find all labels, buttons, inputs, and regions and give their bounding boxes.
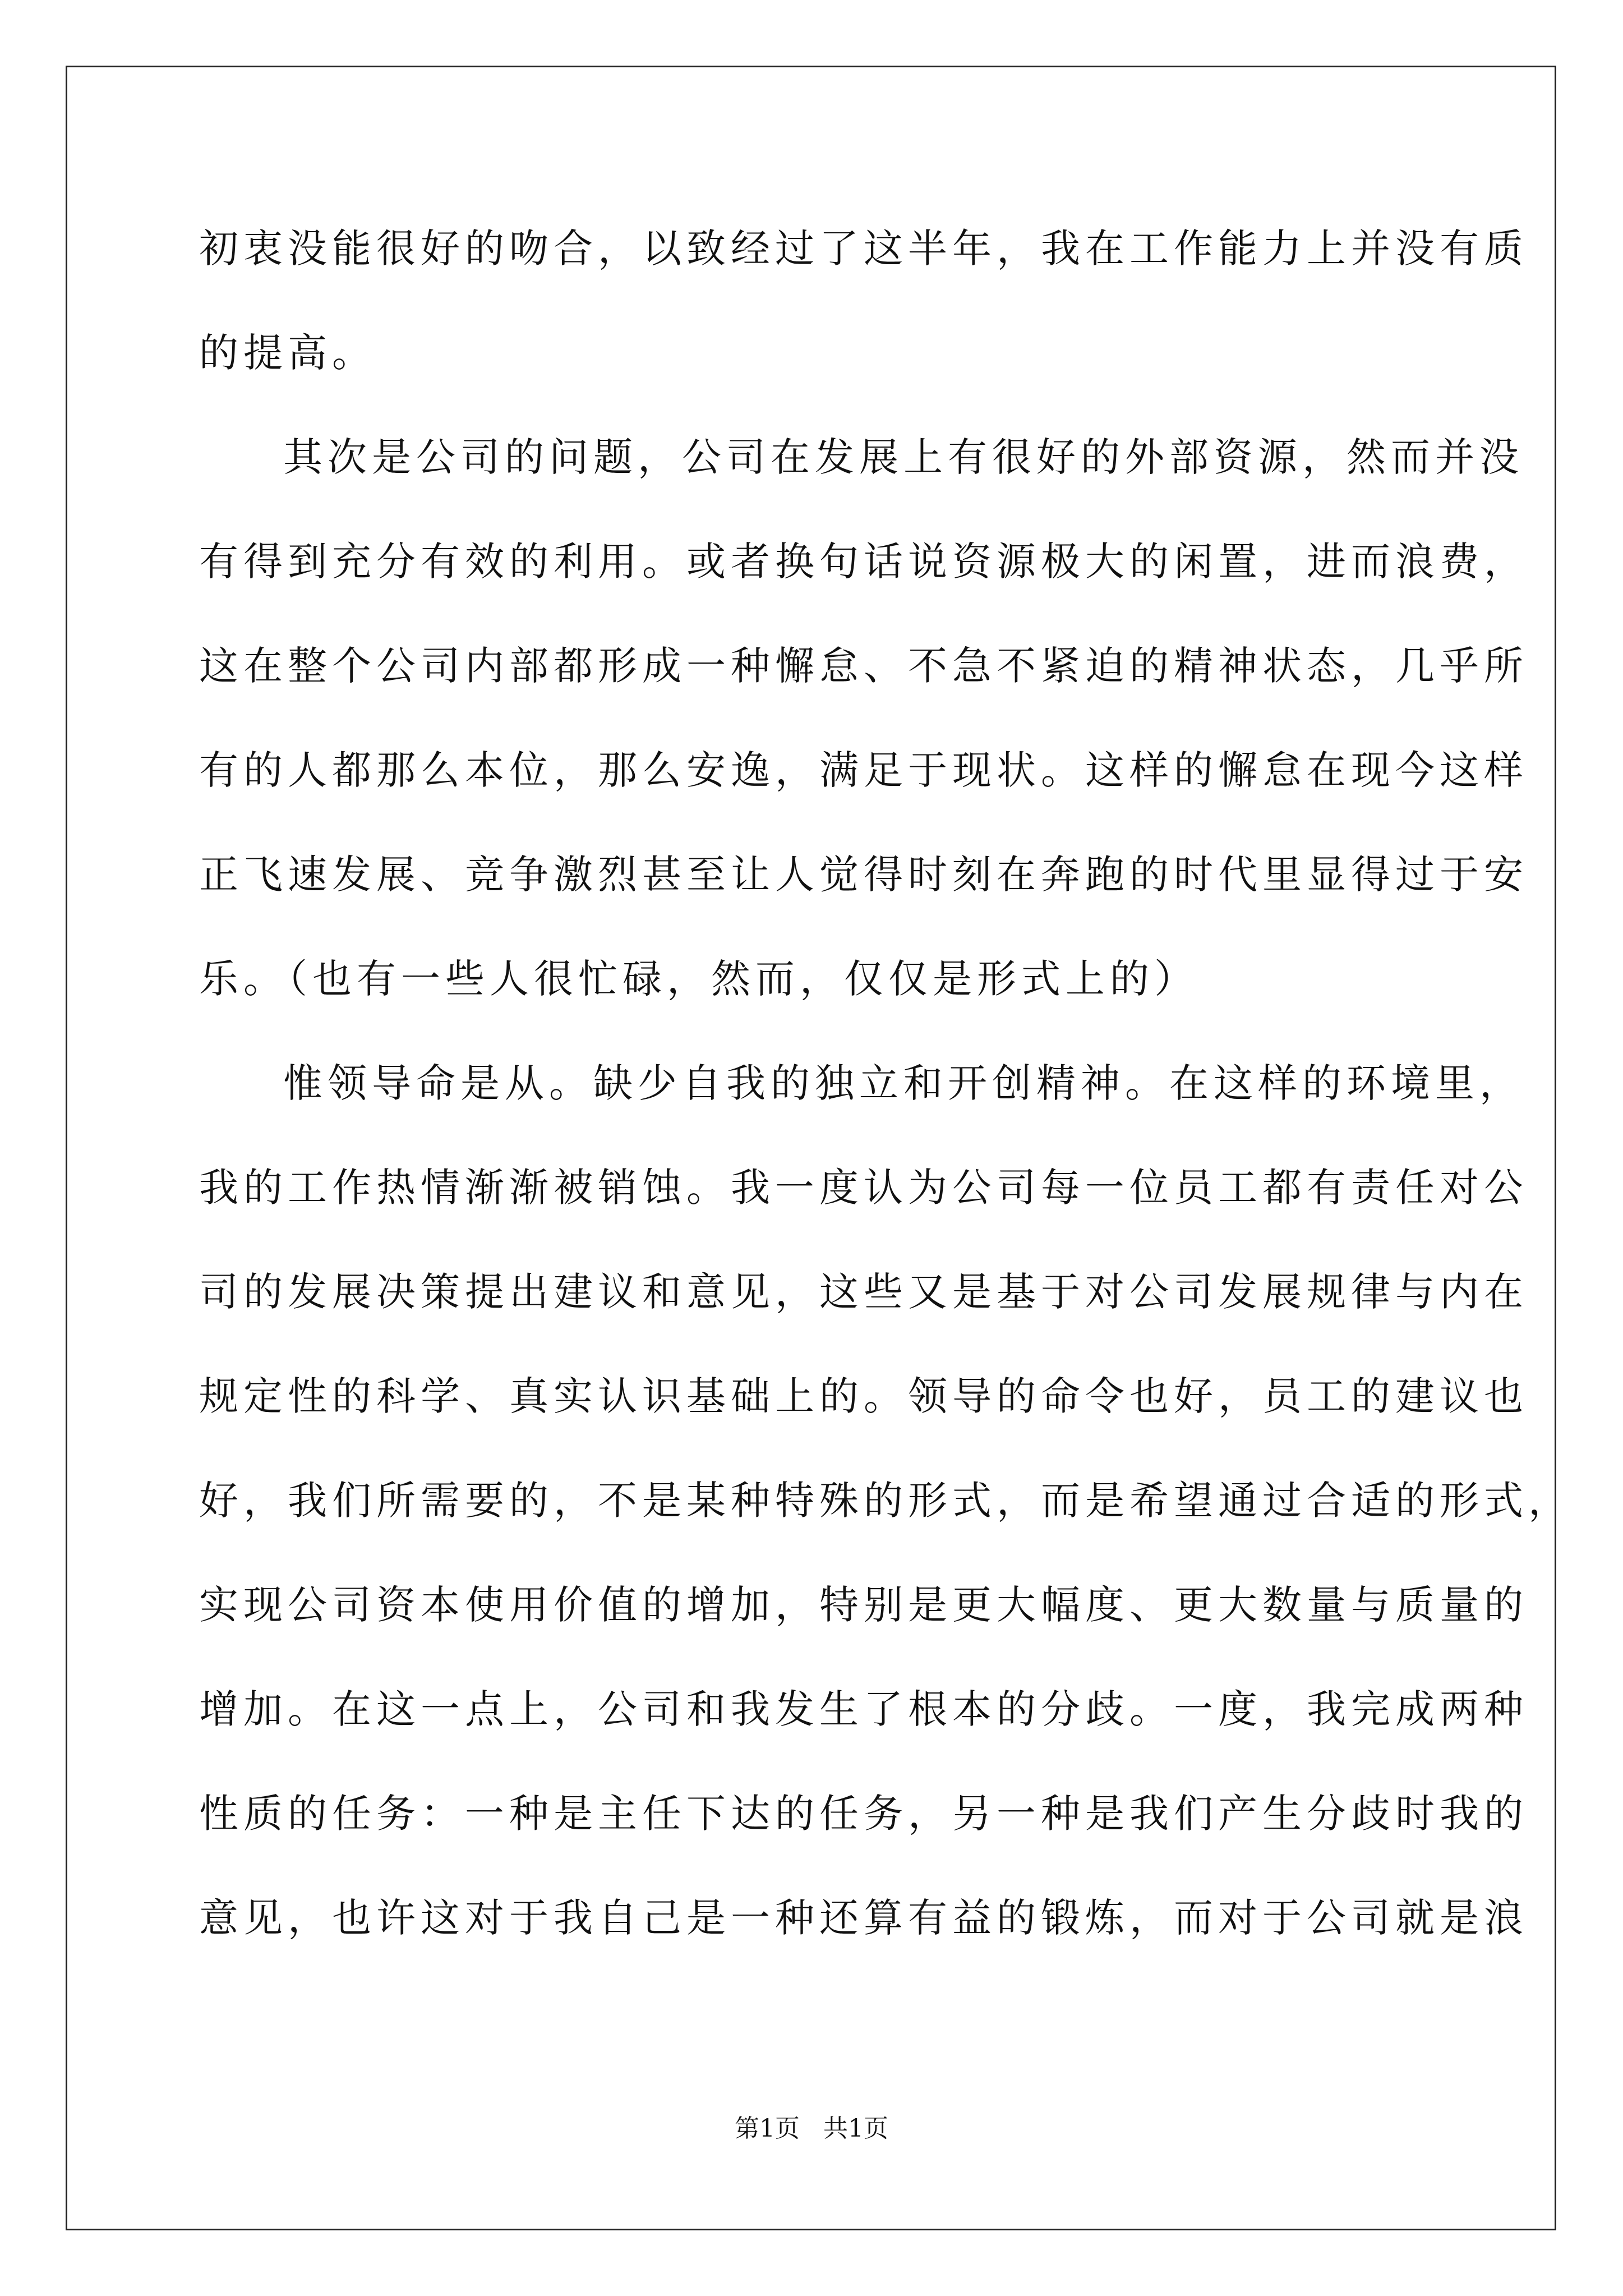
page-number-total: 共1页 xyxy=(823,2114,888,2143)
text-line: 实现公司资本使用价值的增加，特别是更大幅度、更大数量与质量的 xyxy=(199,1582,1528,1628)
text-line: 这在整个公司内部都形成一种懈怠、不急不紧迫的精神状态，几乎所 xyxy=(199,643,1528,689)
text-line: 正飞速发展、竞争激烈甚至让人觉得时刻在奔跑的时代里显得过于安 xyxy=(199,852,1528,898)
text-line: 性质的任务：一种是主任下达的任务，另一种是我们产生分歧时我的 xyxy=(199,1791,1528,1837)
text-line: 初衷没能很好的吻合，以致经过了这半年，我在工作能力上并没有质 xyxy=(199,226,1528,272)
text-line: 司的发展决策提出建议和意见，这些又是基于对公司发展规律与内在 xyxy=(199,1269,1528,1315)
text-line: 有的人都那么本位，那么安逸，满足于现状。这样的懈怠在现今这样 xyxy=(199,747,1528,793)
text-line: 规定性的科学、真实认识基础上的。领导的命令也好，员工的建议也 xyxy=(199,1373,1528,1419)
text-line: 意见，也许这对于我自己是一种还算有益的锻炼，而对于公司就是浪 xyxy=(199,1895,1528,1941)
document-body xyxy=(199,196,1573,1970)
paragraph-start-line: 惟领导命是从。缺少自我的独立和开创精神。在这样的环境里， xyxy=(283,1060,1524,1106)
text-line: 增加。在这一点上，公司和我发生了根本的分歧。一度，我完成两种 xyxy=(199,1686,1528,1732)
page-number-current: 第1页 xyxy=(735,2114,800,2143)
paragraph-start-line: 其次是公司的问题，公司在发展上有很好的外部资源，然而并没 xyxy=(283,434,1524,480)
text-line: 乐。（也有一些人很忙碌，然而，仅仅是形式上的） xyxy=(199,956,1198,1002)
text-line: 有得到充分有效的利用。或者换句话说资源极大的闲置，进而浪费， xyxy=(199,539,1528,585)
page-footer xyxy=(0,2112,1623,2146)
text-line: 我的工作热情渐渐被销蚀。我一度认为公司每一位员工都有责任对公 xyxy=(199,1165,1528,1211)
text-line: 的提高。 xyxy=(199,330,376,376)
text-line: 好，我们所需要的，不是某种特殊的形式，而是希望通过合适的形式， xyxy=(199,1478,1573,1524)
